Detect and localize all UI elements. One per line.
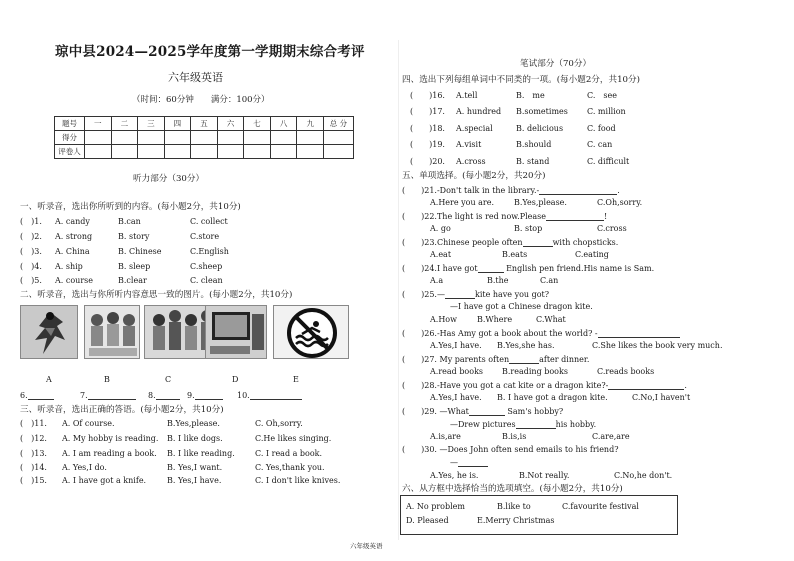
exam-title: 琼中县2024—2025学年度第一学期期末综合考评 (55, 44, 365, 60)
option-c: C. Oh,sorry. (255, 419, 303, 428)
answer-number: 8. (148, 391, 156, 400)
question-text-end: Sam's hobby? (507, 407, 564, 416)
dragon-kite-icon (21, 306, 78, 359)
score-cell[interactable] (297, 131, 324, 145)
question-text: ( )22.The light is red now.Please (402, 212, 547, 221)
score-table-row (55, 131, 354, 145)
option-b: B. I like reading. (167, 449, 235, 458)
answer-blank[interactable] (478, 264, 504, 273)
question-text: ( )28.-Have you got a cat kite or a dragon kite?- (402, 381, 609, 390)
score-cell[interactable] (138, 131, 165, 145)
question-text: ( )27. My parents often (402, 355, 510, 364)
score-cell[interactable] (270, 131, 297, 145)
score-table-header: 三 (138, 117, 165, 131)
section5-heading: 五、单项选择。(每小题2分，共20分) (402, 171, 546, 181)
option-b: B. I like dogs. (167, 434, 223, 443)
score-table-header: 一 (85, 117, 112, 131)
option-a: A.a (430, 276, 444, 285)
option-b: B. me (516, 91, 545, 100)
question-text-end: after dinner. (539, 355, 590, 364)
option-a: A. I have got a knife. (62, 476, 147, 485)
option-b: B.Yes,please. (514, 198, 567, 207)
written-title: 笔试部分（70分） (520, 59, 592, 69)
question-29-reply (450, 420, 596, 429)
grader-cell[interactable] (270, 145, 297, 159)
option-a: A. hundred (456, 107, 502, 116)
question-text: ( )21.-Don't talk in the library.- (402, 186, 540, 195)
option-a: A. My hobby is reading. (62, 434, 159, 443)
grader-cell[interactable] (138, 145, 165, 159)
option-c: C. Yes,thank you. (255, 463, 325, 472)
question-number[interactable]: ( )1. (20, 217, 42, 226)
answer-blank[interactable] (458, 458, 488, 467)
question-text-end: ! (604, 212, 608, 221)
score-cell[interactable] (164, 131, 191, 145)
option-a: A. ship (55, 262, 83, 271)
question-28: ( )28.-Have you got a cat kite or a dragon kite?- . (402, 381, 687, 390)
option-b: B. Chinese (118, 247, 162, 256)
section3-heading: 三、听录音，选出正确的答语。(每小题2分，共10分) (20, 405, 224, 415)
question-25-reply: —I have got a Chinese dragon kite. (450, 302, 593, 311)
option-b: B.sometimes (516, 107, 568, 116)
exam-subtitle: 六年级英语 (168, 71, 223, 84)
answer-item[interactable] (20, 391, 54, 400)
answer-blank[interactable] (539, 186, 617, 195)
question-number[interactable]: ( )4. (20, 262, 42, 271)
grader-cell[interactable] (164, 145, 191, 159)
option-a: A.visit (456, 140, 482, 149)
question-21: ( )21.-Don't talk in the library.- . (402, 186, 620, 195)
option-c: C. clean (190, 276, 223, 285)
section1-heading: 一、听录音，选出你所听到的内容。(每小题2分，共10分) (20, 202, 241, 212)
section6-heading: 六、从方框中选择恰当的选项填空。(每小题2分，共10分) (402, 484, 623, 494)
picture-letter: A (46, 375, 52, 384)
option-c: C.No,he don't. (614, 471, 673, 480)
answer-blank[interactable] (516, 420, 556, 429)
question-text-end: kite have you got? (474, 290, 550, 299)
option-b: B.reading books (502, 367, 568, 376)
option-a: A. Of course. (62, 419, 115, 428)
answer-blank[interactable] (608, 381, 684, 390)
option-b: B.Where (477, 315, 513, 324)
option-box (400, 495, 678, 535)
option-a: A.cross (456, 157, 486, 166)
grader-cell[interactable] (85, 145, 112, 159)
option-a: A.Yes, he is. (430, 471, 479, 480)
answer-blank[interactable] (546, 212, 604, 221)
question-23 (402, 238, 618, 247)
answer-blank[interactable] (445, 290, 475, 299)
picture-letter: C (165, 375, 172, 384)
option-a: A. strong (55, 232, 93, 241)
question-number[interactable]: ( )12. (20, 434, 47, 443)
option-c: C.What (536, 315, 566, 324)
question-number[interactable]: ( )20. (410, 157, 445, 166)
question-number[interactable]: ( )2. (20, 232, 42, 241)
question-text: ( )26.-Has Amy got a book about the world? - (402, 329, 598, 338)
score-table-header: 总 分 (324, 117, 354, 131)
section2-heading: 二、听录音，选出与你所听内容意思一致的图片。(每小题2分，共10分) (20, 290, 293, 300)
score-table-header: 七 (244, 117, 271, 131)
score-table-header: 二 (111, 117, 138, 131)
option-c: C.an (540, 276, 559, 285)
picture-d-computer (205, 305, 267, 359)
question-text: ( )29. —What (402, 407, 469, 416)
score-cell[interactable] (111, 131, 138, 145)
score-cell[interactable] (85, 131, 112, 145)
option-a: A.read books (430, 367, 484, 376)
exam-time-info: （时间：60分钟 满分：100分） (132, 95, 270, 105)
option-a: A. I am reading a book. (62, 449, 157, 458)
column-divider (398, 40, 399, 540)
option-b: B.Yes,please. (167, 419, 220, 428)
option-c: C. difficult (587, 157, 630, 166)
answer-blank[interactable] (598, 329, 680, 338)
option-c: C. million (587, 107, 626, 116)
score-table-header-row (55, 117, 354, 131)
question-25 (402, 290, 549, 299)
option-b: B.should (516, 140, 552, 149)
score-table-row (55, 145, 354, 159)
option-b: B.Yes,she has. (497, 341, 555, 350)
question-29 (402, 407, 563, 416)
question-number[interactable]: ( )14. (20, 463, 47, 472)
box-option: E.Merry Christmas (477, 516, 555, 525)
score-table (54, 116, 354, 159)
option-a: A.Here you are. (430, 198, 495, 207)
question-number[interactable]: ( )13. (20, 449, 47, 458)
answer-item[interactable] (187, 391, 223, 400)
option-b: B.clear (118, 276, 147, 285)
picture-letter: B (104, 375, 110, 384)
score-table-row-label: 评卷人 (55, 145, 85, 159)
option-c: C.store (190, 232, 220, 241)
option-c: C. I don't like knives. (255, 476, 341, 485)
score-table-header: 八 (270, 117, 297, 131)
question-text: — (450, 458, 458, 467)
option-b: B. stand (516, 157, 550, 166)
question-number[interactable]: ( )18. (410, 124, 445, 133)
option-b: B. sleep (118, 262, 151, 271)
grader-cell[interactable] (111, 145, 138, 159)
question-26 (402, 329, 680, 338)
option-a: A. candy (55, 217, 90, 226)
option-c: C. can (587, 140, 613, 149)
grader-cell[interactable] (324, 145, 354, 159)
score-table-row-label: 得分 (55, 131, 85, 145)
question-number[interactable]: ( )17. (410, 107, 445, 116)
score-table-header: 五 (191, 117, 218, 131)
picture-letter: E (293, 375, 299, 384)
option-b: B.Not really. (519, 471, 570, 480)
answer-blank[interactable] (28, 391, 54, 400)
answer-number: 6. (20, 391, 28, 400)
option-c: C. collect (190, 217, 228, 226)
answer-blank[interactable] (469, 407, 505, 416)
box-option: A. No problem (406, 502, 465, 511)
answer-item[interactable] (80, 391, 136, 400)
score-cell[interactable] (191, 131, 218, 145)
option-b: B. Yes,I have. (167, 476, 222, 485)
option-b: B. story (118, 232, 150, 241)
answer-number: 7. (80, 391, 88, 400)
question-number[interactable]: ( )19. (410, 140, 445, 149)
grader-cell[interactable] (217, 145, 244, 159)
score-cell[interactable] (324, 131, 354, 145)
score-table-header: 题号 (55, 117, 85, 131)
picture-letter: D (232, 375, 239, 384)
option-b: B.eats (502, 250, 528, 259)
score-table-header: 六 (217, 117, 244, 131)
option-a: A. Yes,I do. (62, 463, 107, 472)
question-number[interactable]: ( )15. (20, 476, 47, 485)
option-a: A.Yes,I have. (430, 341, 482, 350)
answer-blank[interactable] (250, 391, 302, 400)
option-c: C.reads books (597, 367, 655, 376)
question-22 (402, 212, 607, 221)
answer-blank[interactable] (195, 391, 223, 400)
computer-icon (206, 306, 267, 359)
option-c: C.cross (597, 224, 627, 233)
option-b: B. I have got a dragon kite. (497, 393, 608, 402)
question-text: ( )23.Chinese people often (402, 238, 523, 247)
option-a: A.How (430, 315, 457, 324)
option-b: B. delicious (516, 124, 564, 133)
option-c: C.English (190, 247, 229, 256)
listening-title: 听力部分（30分） (133, 174, 205, 184)
option-c: C.No,I haven't (632, 393, 691, 402)
question-text: ( )24.I have got (402, 264, 478, 273)
option-b: B. stop (514, 224, 543, 233)
no-swimming-icon (274, 306, 349, 359)
option-c: C. see (587, 91, 617, 100)
option-c: C.are,are (592, 432, 630, 441)
score-cell[interactable] (217, 131, 244, 145)
question-number[interactable]: ( )11. (20, 419, 47, 428)
picture-b-children (84, 305, 140, 359)
option-b: B.can (118, 217, 141, 226)
page-footer: 六年级英语 (350, 542, 383, 550)
option-c: C.sheep (190, 262, 223, 271)
grader-cell[interactable] (244, 145, 271, 159)
answer-number: 9. (187, 391, 195, 400)
grader-cell[interactable] (191, 145, 218, 159)
section4-heading: 四、选出下列每组单词中不同类的一项。(每小题2分，共10分) (402, 75, 640, 85)
option-c: C. I read a book. (255, 449, 323, 458)
answer-number: 10. (237, 391, 250, 400)
question-30-reply (450, 458, 488, 467)
question-number[interactable]: ( )16. (410, 91, 445, 100)
picture-e-no-swimming (273, 305, 349, 359)
answer-item[interactable] (237, 391, 302, 400)
answer-item[interactable] (148, 391, 180, 400)
option-c: C. food (587, 124, 616, 133)
answer-blank[interactable] (523, 238, 553, 247)
option-a: A.eat (430, 250, 452, 259)
score-cell[interactable] (244, 131, 271, 145)
option-a: A.Yes,I have. (430, 393, 482, 402)
option-c: C.He likes singing. (255, 434, 332, 443)
question-24 (402, 264, 654, 273)
picture-a-dragon-kite (20, 305, 78, 359)
score-table-header: 四 (164, 117, 191, 131)
option-a: A.is,are (430, 432, 461, 441)
question-text: ( )25.— (402, 290, 445, 299)
option-c: C.Oh,sorry. (597, 198, 643, 207)
option-a: A. course (55, 276, 93, 285)
option-b: B.the (487, 276, 509, 285)
answer-blank[interactable] (88, 391, 136, 400)
option-c: C.She likes the book very much. (592, 341, 723, 350)
option-b: B.is,is (502, 432, 527, 441)
option-a: A. go (430, 224, 451, 233)
question-text-end: with chopsticks. (552, 238, 619, 247)
option-a: A.tell (456, 91, 478, 100)
option-c: C.eating (575, 250, 609, 259)
question-text-end: his hobby. (555, 420, 597, 429)
question-27 (402, 355, 589, 364)
option-a: A.special (456, 124, 493, 133)
score-table-header: 九 (297, 117, 324, 131)
question-number[interactable]: ( )5. (20, 276, 42, 285)
answer-blank[interactable] (509, 355, 539, 364)
question-30: ( )30. —Does John often send emails to his friend? (402, 445, 619, 454)
answer-blank[interactable] (156, 391, 180, 400)
question-text: —Drew pictures (450, 420, 516, 429)
box-option: D. Pleased (406, 516, 449, 525)
option-b: B. Yes,I want. (167, 463, 223, 472)
children-group-icon (85, 306, 140, 359)
box-option: C.favourite festival (562, 502, 639, 511)
option-a: A. China (55, 247, 90, 256)
question-text-end: English pen friend.His name is Sam. (506, 264, 655, 273)
grader-cell[interactable] (297, 145, 324, 159)
question-number[interactable]: ( )3. (20, 247, 42, 256)
box-option: B.like to (497, 502, 531, 511)
